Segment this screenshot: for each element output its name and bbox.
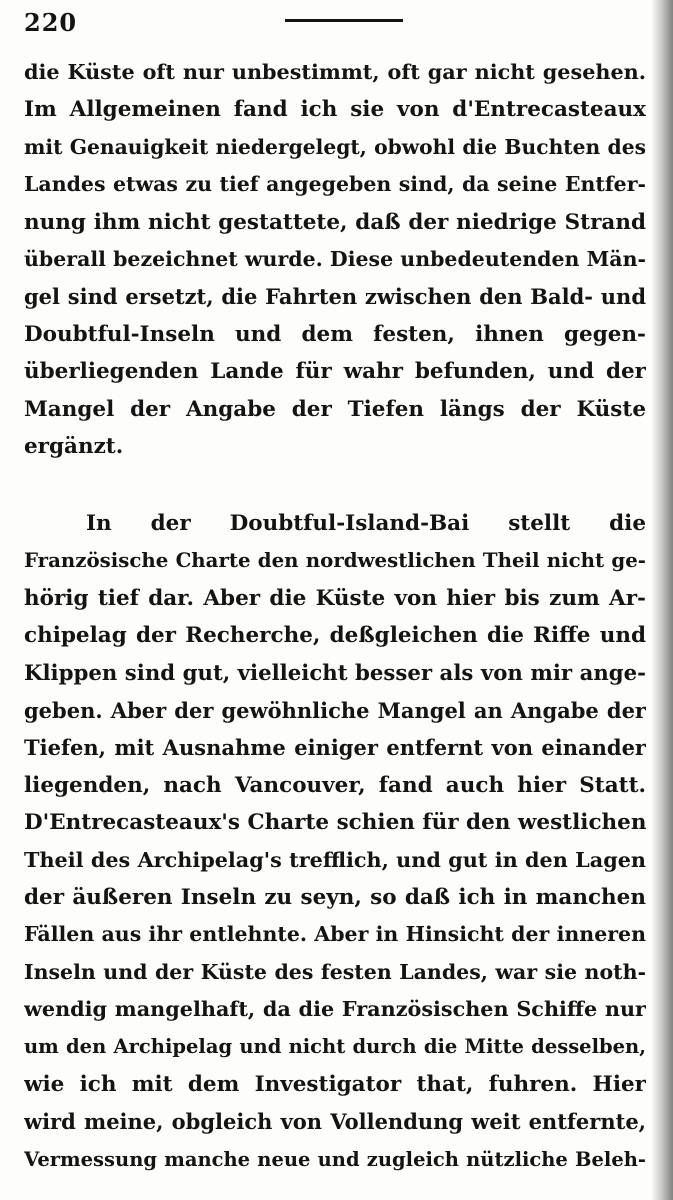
text-line: Vermessung manche neue und zugleich nützliche Beleh- bbox=[24, 1147, 646, 1171]
text-line: Landes etwas zu tief angegeben sind, da seine Entfer- bbox=[24, 172, 646, 197]
page-edge-shadow bbox=[651, 0, 673, 1200]
page-number: 220 bbox=[24, 8, 78, 37]
text-line: Französische Charte den nordwestlichen Theil nicht ge- bbox=[24, 548, 646, 573]
text-line: ergänzt. bbox=[24, 433, 124, 459]
text-line: mit Genauigkeit niedergelegt, obwohl die Buchten des bbox=[24, 134, 646, 159]
text-line: geben. Aber der gewöhnliche Mangel an Angabe der bbox=[24, 697, 646, 723]
text-line: Fällen aus ihr entlehnte. Aber in Hinsicht der inneren bbox=[24, 922, 646, 947]
text-line: liegenden, nach Vancouver, fand auch hier Statt. bbox=[24, 772, 646, 798]
text-line: nung ihm nicht gestattete, daß der niedrige Strand bbox=[24, 209, 646, 235]
text-line: Tiefen, mit Ausnahme einiger entfernt von einander bbox=[24, 735, 646, 761]
header-rule bbox=[285, 19, 403, 22]
text-line: In der Doubtful-Island-Bai stellt die bbox=[86, 511, 646, 536]
text-line: Mangel der Angabe der Tiefen längs der Küste bbox=[24, 396, 646, 422]
text-line: die Küste oft nur unbestimmt, oft gar nicht gesehen. bbox=[24, 60, 646, 84]
paragraph-2 bbox=[24, 505, 646, 1178]
text-line: überall bezeichnet wurde. Diese unbedeutenden Män- bbox=[24, 246, 646, 271]
text-line: Klippen sind gut, vielleicht besser als von mir ange- bbox=[24, 660, 646, 686]
text-line: Inseln und der Küste des festen Landes, war sie noth- bbox=[24, 959, 646, 984]
text-line: Doubtful-Inseln und dem festen, ihnen gegen- bbox=[24, 321, 646, 347]
text-line: chipelag der Recherche, deßgleichen die Riffe und bbox=[24, 623, 646, 649]
paragraph-1 bbox=[24, 54, 646, 465]
text-line: wendig mangelhaft, da die Französischen Schiffe nur bbox=[24, 997, 646, 1022]
text-line: der äußeren Inseln zu seyn, so daß ich in manchen bbox=[24, 884, 646, 910]
text-line: hörig tief dar. Aber die Küste von hier bis zum Ar- bbox=[24, 585, 646, 611]
text-line: gel sind ersetzt, die Fahrten zwischen den Bald- und bbox=[24, 284, 646, 310]
text-line: wird meine, obgleich von Vollendung weit entfernte, bbox=[24, 1109, 646, 1135]
text-line: D'Entrecasteaux's Charte schien für den westlichen bbox=[24, 810, 646, 836]
text-line: überliegenden Lande für wahr befunden, und der bbox=[24, 359, 646, 385]
text-line: wie ich mit dem Investigator that, fuhren. Hier bbox=[24, 1071, 646, 1097]
text-line: Theil des Archipelag's trefflich, und gut in den Lagen bbox=[24, 847, 646, 872]
text-line: Im Allgemeinen fand ich sie von d'Entrecasteaux bbox=[24, 97, 646, 123]
text-line: um den Archipelag und nicht durch die Mitte desselben, bbox=[24, 1035, 646, 1059]
